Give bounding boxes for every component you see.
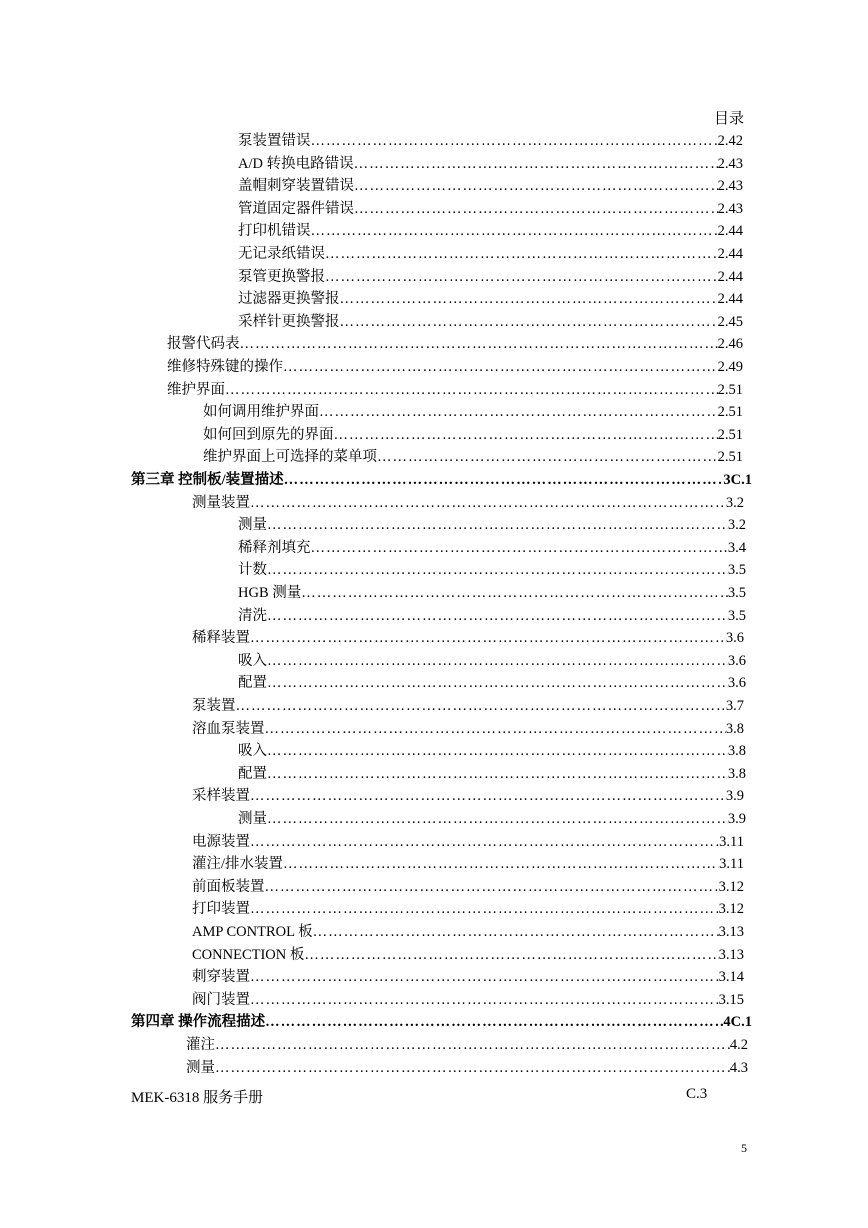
toc-entry-label: 阀门装置 (192, 991, 250, 1008)
toc-dot-leader (267, 740, 728, 762)
toc-entry-page: 3.6 (725, 630, 744, 647)
page-number: 5 (741, 1141, 747, 1155)
toc-entry-label: 管道固定器件错误 (238, 200, 354, 217)
toc-entry-page: 3.13 (718, 946, 744, 963)
toc-entry-label: 灌注/排水装置 (192, 856, 284, 873)
toc-dot-leader (325, 266, 718, 288)
toc-entry (192, 944, 744, 966)
footer-section-page: C.3 (686, 1086, 708, 1102)
toc-dot-leader (250, 831, 719, 853)
toc-entry (192, 785, 744, 807)
toc-dot-leader (250, 989, 719, 1011)
toc-entry-label: 吸入 (238, 743, 267, 760)
toc-entry-label: 采样装置 (192, 788, 250, 805)
toc-entry-label: 灌注 (186, 1037, 215, 1053)
toc-chapter-entry (131, 1011, 752, 1033)
toc-entry-label: 过滤器更换警报 (238, 291, 340, 308)
toc-entry-page: 2.42 (717, 133, 743, 149)
toc-entry-page: 4.2 (729, 1037, 748, 1053)
toc-entry-page: 3.12 (718, 878, 744, 895)
toc-dot-leader (334, 424, 718, 446)
toc-entry-page: 2.44 (717, 268, 743, 285)
toc-entry-page: 3.13 (718, 924, 744, 940)
toc-dot-leader (313, 921, 719, 943)
toc-entry-label: 泵装置 (192, 698, 236, 714)
toc-dot-leader (283, 356, 718, 378)
toc-entry (167, 356, 743, 378)
toc-entry (238, 605, 746, 627)
toc-dot-leader (267, 672, 728, 694)
toc-dot-leader (304, 944, 718, 966)
toc-entry (238, 153, 743, 175)
toc-dot-leader (250, 966, 719, 988)
toc-dot-leader (250, 627, 726, 649)
toc-entry-label: 盖帽刺穿装置错误 (238, 178, 354, 195)
toc-entry (238, 243, 743, 265)
toc-entry-page: 2.43 (717, 178, 743, 195)
toc-dot-leader (354, 198, 718, 220)
toc-entry-label: 清洗 (238, 607, 267, 624)
toc-dot-leader (265, 1011, 723, 1033)
toc-entry-page: 2.44 (717, 291, 743, 308)
toc-entry-page: 2.43 (717, 200, 743, 217)
toc-dot-leader (267, 514, 728, 536)
toc-entry-page: 3.15 (718, 991, 744, 1008)
toc-entry-page: 3.5 (727, 585, 746, 601)
toc-entry-page: 3.9 (727, 811, 746, 827)
toc-dot-leader (267, 763, 728, 785)
toc-entry (238, 311, 743, 333)
toc-entry-label: 如何回到原先的界面 (203, 426, 334, 443)
toc-entry-page: 3.7 (725, 698, 744, 714)
toc-entry (167, 379, 743, 401)
toc-entry-label: 报警代码表 (167, 336, 240, 353)
toc-entry-label: 维修特殊键的操作 (167, 359, 283, 375)
toc-entry-label: 第四章 操作流程描述 (131, 1014, 266, 1031)
toc-entry-label: 稀释装置 (192, 630, 250, 647)
toc-entry-page: 4C.1 (723, 1014, 752, 1031)
toc-entry-page: 3C.1 (723, 472, 752, 488)
toc-entry (186, 1057, 748, 1079)
toc-entry (192, 695, 744, 717)
toc-entry-page: 3.11 (719, 833, 744, 850)
toc-entry-page: 2.44 (717, 246, 743, 262)
toc-entry (238, 288, 743, 310)
toc-entry-label: 稀释剂填充 (238, 539, 311, 556)
toc-entry-label: AMP CONTROL 板 (192, 924, 313, 940)
toc-entry-label: 电源装置 (192, 833, 250, 850)
toc-dot-leader (340, 288, 718, 310)
toc-dot-leader (267, 605, 728, 627)
toc-entry-label: 泵管更换警报 (238, 268, 325, 285)
toc-entry-page: 2.51 (717, 426, 743, 443)
toc-entry-page: 2.45 (717, 313, 743, 330)
toc-dot-leader (311, 220, 718, 242)
toc-entry-label: 采样针更换警报 (238, 313, 340, 330)
toc-entry-label: 第三章 控制板/装置描述 (131, 472, 284, 488)
toc-entry-page: 3.2 (725, 494, 744, 511)
toc-entry (192, 831, 744, 853)
toc-entry-page: 2.43 (717, 155, 743, 172)
toc-entry (192, 718, 744, 740)
toc-entry (238, 514, 746, 536)
footer-manual-name: MEK-6318 服务手册 (131, 1090, 264, 1106)
toc-entry (238, 220, 743, 242)
toc-dot-leader (240, 333, 718, 355)
toc-entry-label: 配置 (238, 765, 267, 782)
toc-entry-page: 3.2 (727, 517, 746, 534)
toc-dot-leader (267, 808, 728, 830)
toc-entry-label: 无记录纸错误 (238, 246, 325, 262)
toc-dot-leader (311, 130, 718, 152)
toc-entry-page: 2.51 (717, 381, 743, 398)
toc-entry-label: 打印机错误 (238, 223, 311, 240)
toc-entry-page: 3.8 (727, 765, 746, 782)
toc-entry-page: 3.6 (727, 675, 746, 692)
toc-dot-leader (311, 537, 728, 559)
toc-dot-leader (265, 876, 719, 898)
toc-entry-page: 3.6 (727, 652, 746, 669)
toc-dot-leader (267, 650, 728, 672)
toc-dot-leader (215, 1034, 730, 1056)
toc-dot-leader (225, 379, 718, 401)
toc-entry (192, 966, 744, 988)
toc-entry-page: 3.9 (725, 788, 744, 805)
toc-entry-label: 如何调用维护界面 (203, 404, 319, 421)
toc-entry-label: 刺穿装置 (192, 969, 250, 986)
toc-entry (238, 537, 746, 559)
toc-entry-label: 前面板装置 (192, 878, 265, 895)
toc-dot-leader (283, 853, 719, 875)
toc-entry-page: 3.11 (719, 856, 744, 873)
toc-dot-leader (354, 175, 718, 197)
toc-entry-page: 2.44 (717, 223, 743, 240)
toc-entry (167, 333, 743, 355)
toc-entry (238, 559, 746, 581)
toc-entry-label: CONNECTION 板 (192, 946, 305, 963)
toc-entry-page: 3.12 (718, 901, 744, 918)
toc-entry-page: 2.46 (717, 336, 743, 353)
toc-entry-label: A/D 转换电路错误 (238, 155, 354, 172)
toc-entry (186, 1034, 748, 1056)
toc-entry-page: 2.51 (717, 449, 743, 466)
section-title: 目录 (714, 111, 745, 127)
toc-dot-leader (301, 582, 728, 604)
toc-entry-label: 打印装置 (192, 901, 250, 918)
toc-dot-leader (325, 243, 718, 265)
toc-entry (238, 175, 743, 197)
toc-entry (203, 401, 743, 423)
toc-entry (238, 650, 746, 672)
toc-entry-label: 配置 (238, 675, 267, 692)
toc-entry (238, 672, 746, 694)
toc-entry (238, 130, 743, 152)
toc-entry (238, 740, 746, 762)
toc-entry-page: 3.8 (727, 743, 746, 760)
toc-entry (203, 424, 743, 446)
toc-entry-label: 计数 (238, 562, 267, 579)
toc-chapter-entry (131, 469, 752, 491)
toc-entry (192, 989, 744, 1011)
toc-entry (192, 492, 744, 514)
toc-dot-leader (265, 718, 726, 740)
toc-entry (192, 921, 744, 943)
toc-entry (238, 808, 746, 830)
toc-entry-page: 3.4 (727, 539, 746, 556)
toc-entry (203, 446, 743, 468)
toc-dot-leader (250, 898, 719, 920)
toc-entry-page: 3.8 (725, 720, 744, 737)
toc-entry (192, 853, 744, 875)
toc-entry (238, 763, 746, 785)
toc-entry-label: 测量 (238, 811, 267, 827)
toc-entry-label: 溶血泵装置 (192, 720, 265, 737)
toc-entry (238, 198, 743, 220)
toc-entry (192, 898, 744, 920)
toc-entry (192, 876, 744, 898)
toc-dot-leader (250, 785, 726, 807)
toc-entry-page: 2.49 (717, 359, 743, 375)
toc-entry-label: 维护界面上可选择的菜单项 (203, 449, 377, 466)
toc-dot-leader (215, 1057, 730, 1079)
toc-dot-leader (250, 492, 726, 514)
toc-dot-leader (284, 469, 724, 491)
toc-entry-label: 吸入 (238, 652, 267, 669)
toc-dot-leader (340, 311, 718, 333)
toc-dot-leader (354, 153, 718, 175)
toc-entry (238, 266, 743, 288)
toc-entry-label: 测量装置 (192, 494, 250, 511)
toc-entry-page: 4.3 (729, 1059, 748, 1076)
toc-entry-label: HGB 测量 (238, 585, 302, 601)
toc-entry-page: 2.51 (717, 404, 743, 421)
toc-entry-page: 3.14 (718, 969, 744, 986)
toc-entry (238, 582, 746, 604)
toc-entry-label: 测量 (238, 517, 267, 534)
toc-entry-page: 3.5 (727, 562, 746, 579)
toc-entry-page: 3.5 (727, 607, 746, 624)
toc-dot-leader (267, 559, 728, 581)
toc-entry-label: 泵装置错误 (238, 133, 311, 149)
toc-entry-label: 测量 (186, 1059, 215, 1076)
toc-entry-label: 维护界面 (167, 381, 225, 398)
toc-dot-leader (377, 446, 718, 468)
toc-dot-leader (236, 695, 726, 717)
toc-entry (192, 627, 744, 649)
toc-dot-leader (319, 401, 718, 423)
